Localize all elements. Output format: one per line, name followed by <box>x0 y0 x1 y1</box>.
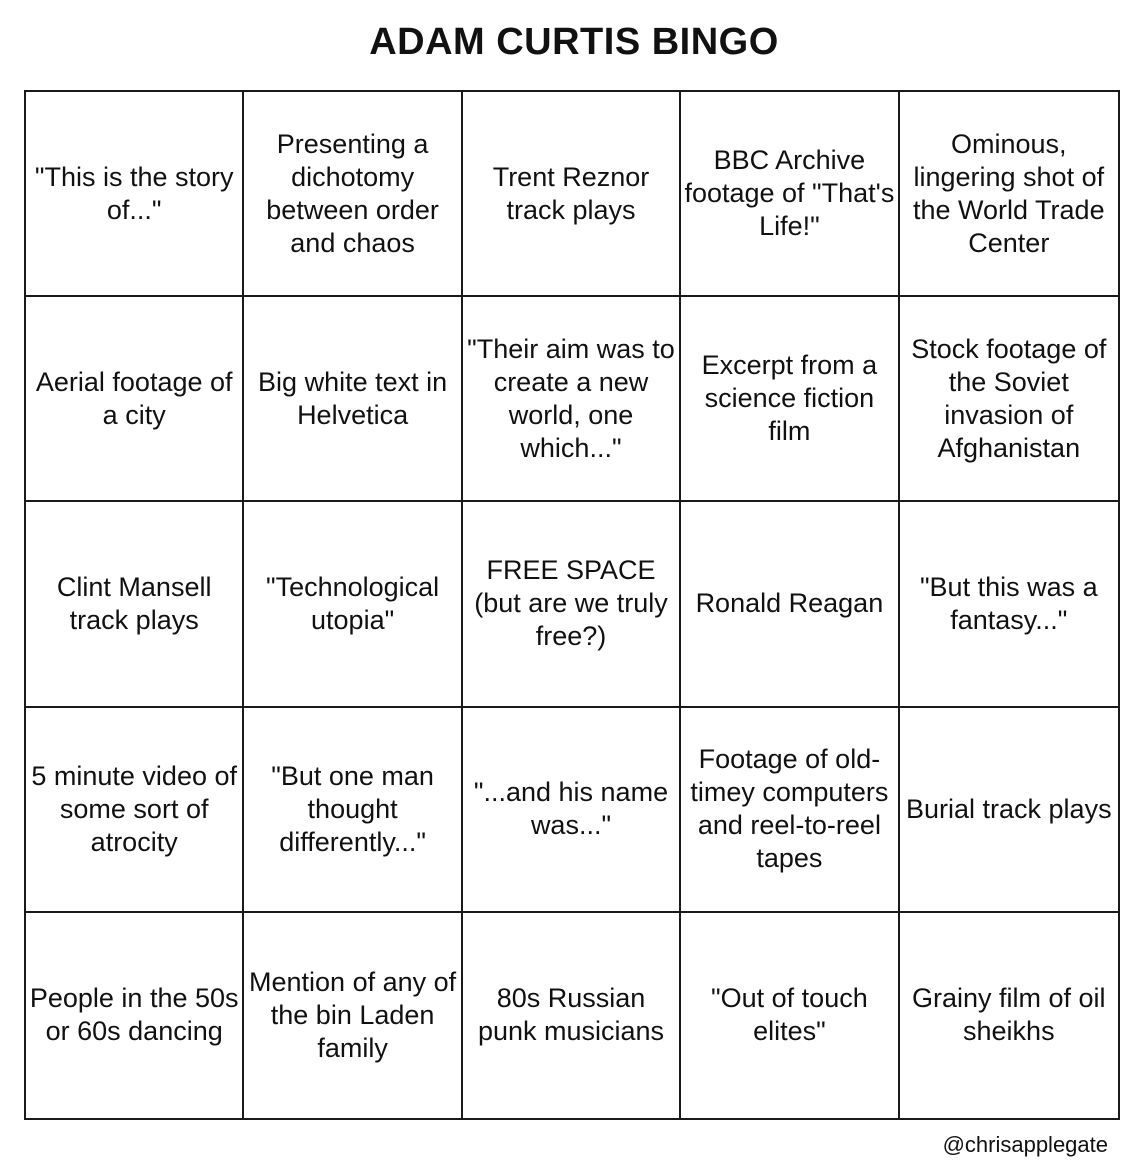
bingo-cell-text: Burial track plays <box>906 793 1112 824</box>
bingo-cell[interactable] <box>244 502 462 707</box>
bingo-cell[interactable] <box>26 297 244 502</box>
page-title: ADAM CURTIS BINGO <box>369 21 779 63</box>
bingo-cell-text: People in the 50s or 60s dancing <box>29 983 239 1047</box>
bingo-cell[interactable] <box>26 708 244 913</box>
bingo-cell[interactable] <box>900 92 1118 297</box>
bingo-cell[interactable] <box>244 708 462 913</box>
bingo-cell-text: "But this was a fantasy..." <box>919 571 1098 635</box>
bingo-cell[interactable] <box>463 92 681 297</box>
bingo-cell[interactable] <box>681 297 899 502</box>
bingo-cell-text: "Technological utopia" <box>265 571 440 635</box>
bingo-cell-text: BBC Archive footage of "That's Life!" <box>684 145 895 242</box>
bingo-cell-text: Big white text in Helvetica <box>258 366 448 430</box>
bingo-cell-text: "This is the story of..." <box>34 161 234 225</box>
bingo-cell-text: Clint Mansell track plays <box>56 571 212 635</box>
bingo-cell-text: Trent Reznor track plays <box>492 161 650 225</box>
bingo-cell-text: Excerpt from a science fiction film <box>701 350 878 447</box>
bingo-cell[interactable] <box>244 297 462 502</box>
bingo-cell-text: "But one man thought differently..." <box>271 760 434 857</box>
bingo-cell-text: "...and his name was..." <box>473 777 669 841</box>
bingo-cell[interactable] <box>900 708 1118 913</box>
bingo-cell[interactable] <box>463 297 681 502</box>
bingo-cell[interactable] <box>681 502 899 707</box>
bingo-cell[interactable] <box>900 502 1118 707</box>
bingo-cell-text: Presenting a dichotomy between order and chaos <box>266 128 439 258</box>
bingo-cell[interactable] <box>244 92 462 297</box>
bingo-cell[interactable] <box>463 913 681 1118</box>
bingo-cell[interactable] <box>681 913 899 1118</box>
bingo-cell-text: Footage of old-timey computers and reel-to-reel tapes <box>690 744 889 874</box>
bingo-cell-text: Mention of any of the bin Laden family <box>249 966 457 1063</box>
bingo-cell[interactable] <box>900 913 1118 1118</box>
bingo-cell-text: Ronald Reagan <box>695 588 884 619</box>
bingo-cell[interactable] <box>26 502 244 707</box>
bingo-cell[interactable] <box>26 92 244 297</box>
bingo-cell[interactable] <box>26 913 244 1118</box>
bingo-free-space[interactable] <box>463 502 681 707</box>
author-credit: @chrisapplegate <box>942 1132 1108 1157</box>
bingo-cell-text: Grainy film of oil sheikhs <box>912 983 1106 1047</box>
bingo-cell[interactable] <box>900 297 1118 502</box>
bingo-cell-text: "Out of touch elites" <box>711 983 868 1047</box>
bingo-cell-text: Aerial footage of a city <box>35 366 233 430</box>
bingo-cell-text: "Their aim was to create a new world, one which..." <box>467 333 675 463</box>
bingo-cell-text: FREE SPACE (but are we truly free?) <box>474 555 668 652</box>
bingo-cell-text: 80s Russian punk musicians <box>477 983 665 1047</box>
bingo-cell-text: Stock footage of the Soviet invasion of Afghanistan <box>911 333 1107 463</box>
bingo-cell[interactable] <box>681 708 899 913</box>
bingo-cell[interactable] <box>463 708 681 913</box>
bingo-board <box>24 90 1120 1120</box>
bingo-cell-text: 5 minute video of some sort of atrocity <box>31 760 237 857</box>
bingo-cell[interactable] <box>681 92 899 297</box>
bingo-cell-text: Ominous, lingering shot of the World Trade Center <box>912 128 1105 258</box>
bingo-cell[interactable] <box>244 913 462 1118</box>
